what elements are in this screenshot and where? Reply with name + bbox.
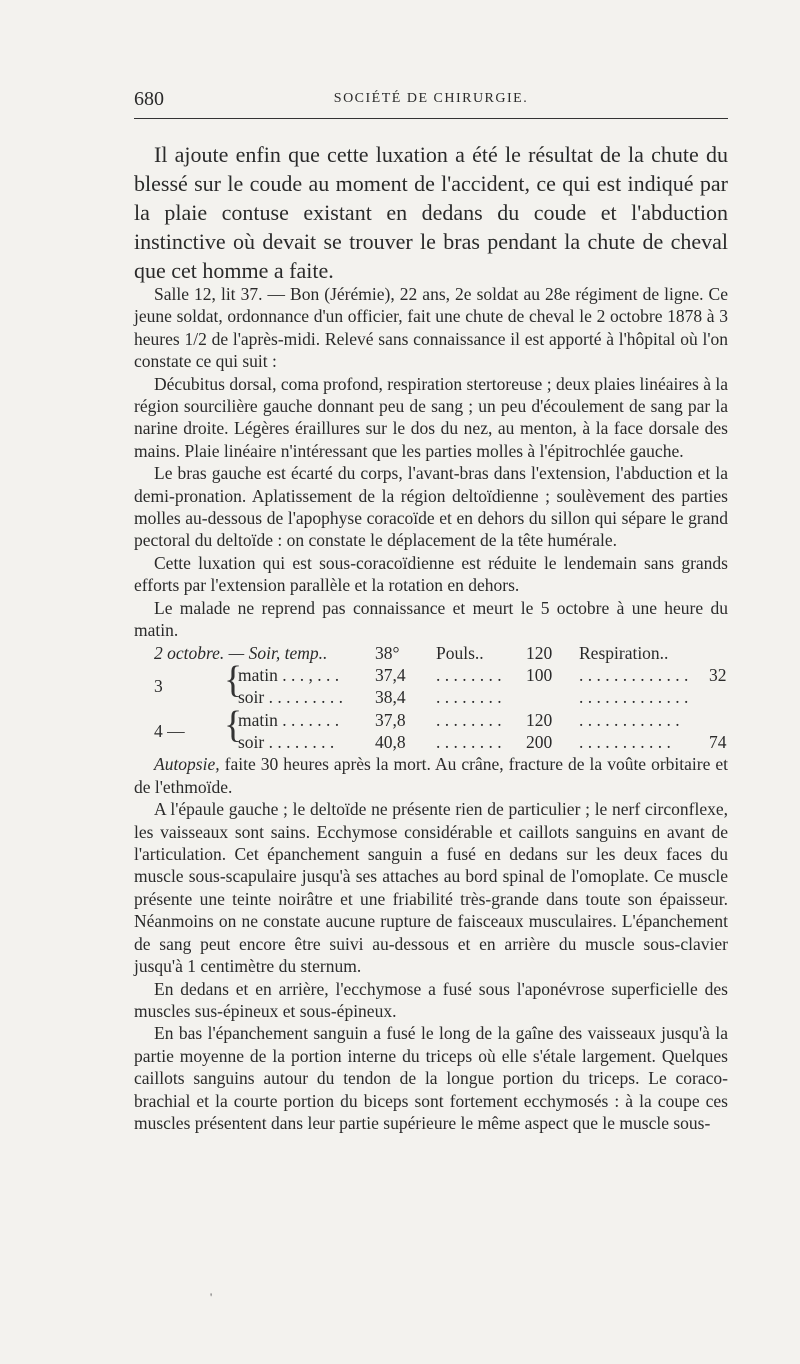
vitals-resp: 32	[709, 664, 727, 685]
vitals-row	[134, 731, 728, 753]
vitals-dots: . . . . . . . . . . . . .	[579, 664, 689, 685]
bottom-mark: '	[210, 1290, 213, 1304]
vitals-temp: 38,4	[375, 687, 406, 708]
vitals-dots: . . . . . . . .	[436, 732, 502, 753]
page-header	[134, 88, 728, 119]
brace-icon: {	[224, 658, 243, 701]
vitals-pouls: 100	[526, 664, 553, 685]
page-number: 680	[134, 88, 164, 110]
running-title: SOCIÉTÉ DE CHIRURGIE.	[333, 91, 529, 106]
autopsy-text: faite 30 heures après la mort. Au crâne, fracture de la voûte orbitaire et de l'ethmoïde.	[134, 754, 729, 797]
vitals-dots: . . . . . . . . . . . .	[579, 709, 680, 730]
vitals-pouls-label: Pouls..	[436, 642, 484, 663]
vitals-temp: 40,8	[375, 732, 406, 753]
obs-paragraph: Salle 12, lit 37. — Bon (Jérémie), 22 ans, 2e soldat au 28e régiment de ligne. Ce jeune soldat, ordonnance d'un officier, fait une chute de cheval le 2 octobre 1878 à 3 heures 1/2 de l'après-midi. Relevé sans connaissance il est apporté à l'hôpital où l'on constate ce qui suit :	[134, 284, 728, 372]
intro-paragraph-block	[134, 140, 728, 285]
autopsy-paragraph	[134, 753, 728, 798]
vitals-time: matin . . . , . . .	[238, 664, 340, 685]
observation-block	[134, 283, 728, 1134]
vitals-day: 4 —	[154, 720, 185, 741]
obs-paragraph: Le malade ne reprend pas connaissance et meurt le 5 octobre à une heure du matin.	[134, 597, 728, 641]
vitals-time: soir . . . . . . . .	[238, 732, 335, 753]
vitals-dots: . . . . . . . .	[436, 664, 502, 685]
obs-paragraph: En dedans et en arrière, l'ecchymose a fusé sous l'aponévrose superficielle des muscles sus-épineux et sous-épineux.	[134, 978, 728, 1021]
vitals-day: 3	[154, 675, 163, 696]
vitals-dots: . . . . . . . .	[436, 687, 502, 708]
vitals-temp: 37,4	[375, 664, 406, 685]
vitals-pouls: 200	[526, 732, 553, 753]
intro-paragraph: Il ajoute enfin que cette luxation a été le résultat de la chute du blessé sur le coude au moment de l'accident, ce qui est indiqué par la plaie contuse existant en dedans du coude et l'abduction instinctive où devait se trouver le bras pendant la chute de cheval que cet homme a faite.	[134, 142, 728, 283]
brace-icon: {	[224, 703, 243, 746]
vitals-dots: . . . . . . . . . . .	[579, 732, 671, 753]
vitals-time: matin . . . . . . .	[238, 709, 340, 730]
vitals-temp: 38°	[375, 642, 400, 663]
obs-paragraph: Décubitus dorsal, coma profond, respiration stertoreuse ; deux plaies linéaires à la région sourcilière gauche donnant peu de sang ; un peu d'écoulement de sang par la narine droite. Légères éraillures sur le dos du nez, au menton, à la face dorsale des mains. Plaie linéaire n'intéressant que les parties molles à l'épitrochlée gauche.	[134, 373, 728, 461]
vitals-resp: 74	[709, 732, 727, 753]
vitals-temp: 37,8	[375, 709, 406, 730]
vitals-dots: . . . . . . . . . . . . .	[579, 687, 689, 708]
obs-paragraph: Cette luxation qui est sous-coracoïdienne est réduite le lendemain sans grands efforts par l'extension parallèle et la rotation en dehors.	[134, 552, 728, 596]
autopsy-lead: Autopsie,	[154, 754, 220, 775]
vitals-table	[134, 642, 728, 754]
obs-paragraph: Le bras gauche est écarté du corps, l'avant-bras dans l'extension, l'abduction et la demi-pronation. Aplatissement de la région deltoïdienne ; soulèvement des parties molles au-dessous de l'apophyse coracoïde et en dehors du sillon qui sépare le grand pectoral du deltoïde : on constate le déplacement de la tête humérale.	[134, 463, 728, 551]
vitals-pouls: 120	[526, 642, 553, 663]
vitals-resp-label: Respiration..	[579, 642, 669, 663]
vitals-pouls: 120	[526, 709, 553, 730]
vitals-time: soir . . . . . . . . .	[238, 687, 343, 708]
vitals-dots: . . . . . . . .	[436, 709, 502, 730]
obs-paragraph: A l'épaule gauche ; le deltoïde ne présente rien de particulier ; le nerf circonflexe, les vaisseaux sont sains. Ecchymose considérable et caillots sanguins en avant de l'articulation. Cet épanchement sanguin a fusé en dedans sur les deux faces du muscle sous-scapulaire jusqu'à ses attaches au bord spinal de l'omoplate. Ce muscle présente une teinte noirâtre et une friabilité très-grande dans toute son épaisseur. Néanmoins on ne constate aucune rupture de faisceaux musculaires. L'épanchement de sang peut encore être suivi au-dessous et en arrière du muscle sous-clavier jusqu'à 1 centimètre du sternum.	[134, 799, 728, 977]
vitals-date: 2 octobre. — Soir, temp..	[154, 642, 328, 663]
obs-paragraph: En bas l'épanchement sanguin a fusé le long de la gaîne des vaisseaux jusqu'à la partie moyenne de la portion interne du triceps où elle s'étale largement. Quelques caillots sanguins autour du tendon de la longue portion du triceps. Le coraco-brachial et la courte portion du biceps sont fortement ecchymosés : à la coupe ces muscles présentent dans leur partie supérieure le même aspect que le muscle sous-	[134, 1023, 728, 1133]
